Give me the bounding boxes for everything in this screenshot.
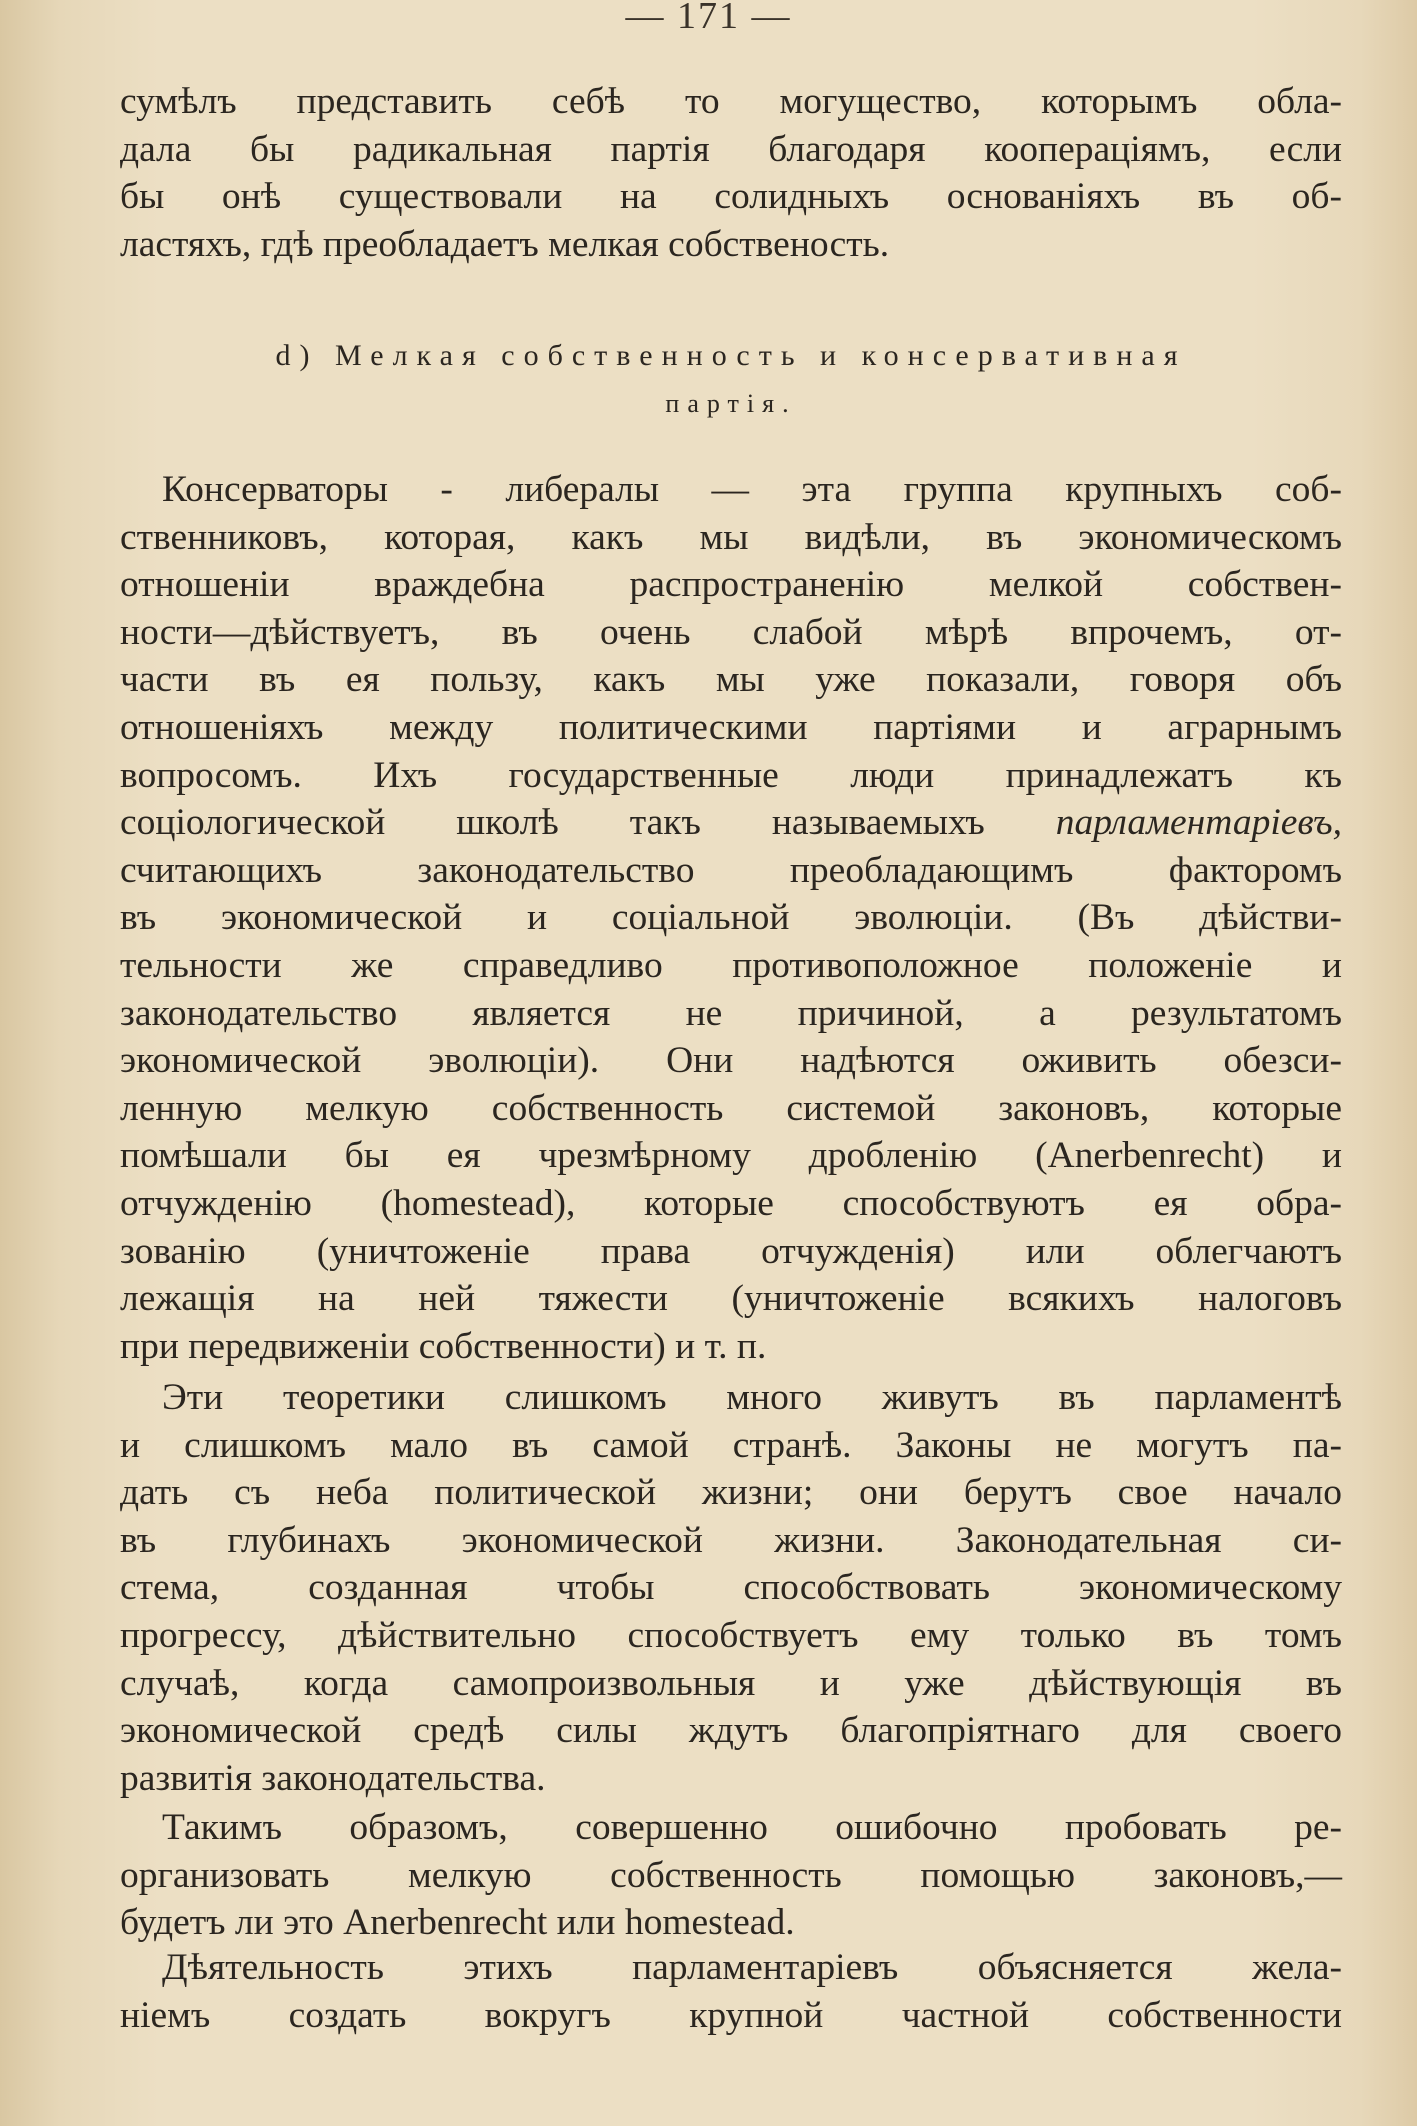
text-line: тельности же справедливо противоположное положенiе и xyxy=(120,944,1342,986)
text-line: лежащiя на ней тяжести (уничтоженiе всякихъ налоговъ xyxy=(120,1278,1342,1320)
text-line: сумѣлъ представить себѣ то могущество, которымъ обла- xyxy=(120,81,1342,122)
text-line: части въ ея пользу, какъ мы уже показали, говоря объ xyxy=(120,659,1342,701)
section-heading xyxy=(120,332,1342,428)
section-title-line1: Мелкая собственность и консервативная xyxy=(334,339,1187,372)
page-number: — 171 — xyxy=(625,0,792,37)
text-line: ленную мелкую собственность системой законовъ, которые xyxy=(120,1087,1342,1129)
text-line: отчужденiю (homestead), которые способствуютъ ея обра- xyxy=(120,1182,1342,1224)
text-line: развитiя законодательства. xyxy=(120,1757,546,1799)
text-line: въ глубинахъ экономической жизни. Законодательная си- xyxy=(120,1519,1342,1561)
text-fragment: соцiологической школѣ такъ называемыхъ xyxy=(120,802,985,844)
intro-paragraph xyxy=(120,78,1342,268)
text-line: помѣшали бы ея чрезмѣрному дробленiю (Anerbenrecht) и xyxy=(120,1135,1342,1177)
text-line: дала бы радикальная партія благодаря кооперацiямъ, если xyxy=(120,128,1342,170)
text-line: случаѣ, когда самопроизвольныя и уже дѣйствующiя въ xyxy=(120,1662,1342,1704)
theory-paragraph xyxy=(120,1374,1342,1802)
text-line: и слишкомъ мало въ самой странѣ. Законы не могутъ па- xyxy=(120,1424,1342,1466)
text-line-with-italic xyxy=(120,799,1342,847)
text-line: дать съ неба политической жизни; они берутъ свое начало xyxy=(120,1472,1342,1514)
italic-term: парламентарiевъ, xyxy=(1055,802,1343,844)
text-line: ственниковъ, которая, какъ мы видѣли, въ экономическомъ xyxy=(120,516,1342,558)
text-line: отношенiяхъ между политическими партiями и аграрнымъ xyxy=(120,706,1342,748)
text-line: законодательство является не причиной, а результатомъ xyxy=(120,992,1342,1034)
text-line: вопросомъ. Ихъ государственные люди принадлежатъ къ xyxy=(120,754,1342,796)
text-line: считающихъ законодательство преобладающимъ факторомъ xyxy=(120,849,1342,891)
section-letter: d) xyxy=(275,339,319,372)
text-line: при передвиженiи собственности) и т. п. xyxy=(120,1325,767,1367)
text-line: въ экономической и соцiальной эволюцiи. (Въ дѣйстви- xyxy=(120,897,1342,939)
text-line: организовать мелкую собственность помощью законовъ,— xyxy=(120,1854,1342,1896)
text-line: стема, созданная чтобы способствовать экономическому xyxy=(120,1567,1342,1609)
text-line: зованiю (уничтоженiе права отчужденiя) или облегчаютъ xyxy=(120,1230,1342,1272)
text-line: ластяхъ, гдѣ преобладаетъ мелкая собственость. xyxy=(120,223,890,265)
text-line: будетъ ли это Anerbenrecht или homestead. xyxy=(120,1902,795,1944)
text-line: Консерваторы - либералы — эта группа крупныхъ соб- xyxy=(162,469,1342,510)
text-line: Эти теоретики слишкомъ много живутъ въ парламентѣ xyxy=(162,1377,1342,1418)
text-line: отношенiи враждебна распространенiю мелкой собствен- xyxy=(120,564,1342,606)
text-line: бы онѣ существовали на солидныхъ основанiяхъ въ об- xyxy=(120,176,1342,218)
text-line: ности—дѣйствуетъ, въ очень слабой мѣрѣ впрочемъ, от- xyxy=(120,611,1342,653)
text-line: Дѣятельность этихъ парламентарiевъ объясняется жела- xyxy=(162,1947,1342,1988)
main-paragraph xyxy=(120,466,1342,1370)
text-line: нiемъ создать вокругъ крупной частной собственности xyxy=(120,1994,1342,2036)
text-line: Такимъ образомъ, совершенно ошибочно пробовать ре- xyxy=(162,1807,1342,1848)
text-line: экономической средѣ силы ждутъ благопрiятнаго для своего xyxy=(120,1710,1342,1752)
final-paragraph xyxy=(120,1944,1342,2039)
section-title-line2: партія. xyxy=(665,389,797,418)
text-line: экономической эволюцiи). Они надѣются оживить обезси- xyxy=(120,1040,1342,1082)
conclusion-paragraph xyxy=(120,1804,1342,1947)
text-line: прогрессу, дѣйствительно способствуетъ ему только въ томъ xyxy=(120,1614,1342,1656)
